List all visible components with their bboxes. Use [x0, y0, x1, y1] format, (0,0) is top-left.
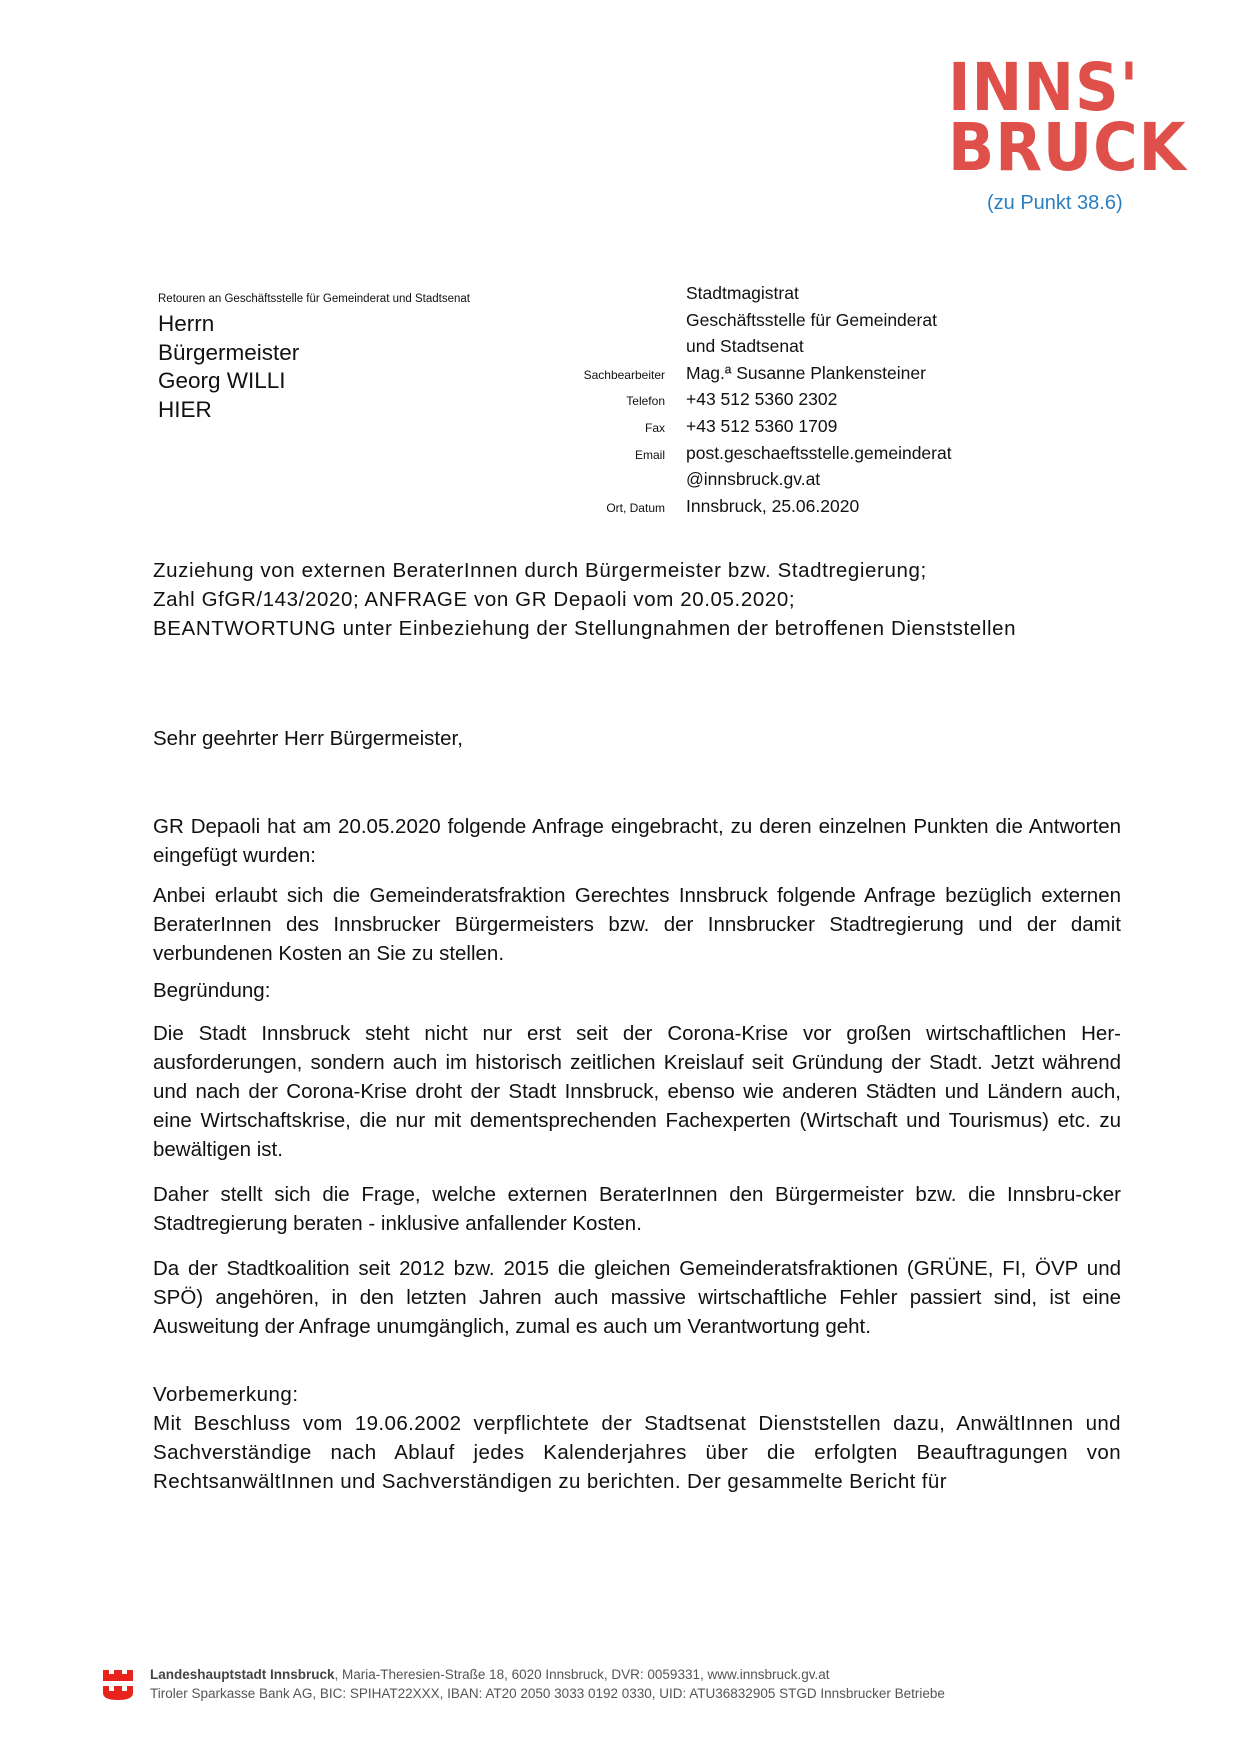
recipient-line: Georg WILLI: [158, 368, 286, 393]
sender-value: Stadtmagistrat: [686, 283, 799, 303]
fax-value: +43 512 5360 1709: [686, 415, 838, 436]
footer-line-1: [150, 1665, 945, 1684]
date-label: Ort, Datum: [606, 500, 665, 515]
logo-line-2: BRUCK: [948, 109, 1187, 186]
clerk-value: Mag.ª Susanne Plankensteiner: [686, 362, 926, 383]
email-value-domain[interactable]: @innsbruck.gv.at: [686, 469, 821, 490]
sender-value: und Stadtsenat: [686, 336, 804, 357]
justification-heading: Begründung:: [153, 979, 271, 1002]
query-paragraph: Anbei erlaubt sich die Gemeinderatsfraktion Gerechtes Innsbruck folgende Anfrage bezüglich externen BeraterInnen des Innsbrucker Bürgermeisters bzw. der Innsbrucker Stadtregierung und der damit verbundenen Kosten an Sie zu stellen.: [153, 884, 1121, 965]
phone-label: Telefon: [626, 394, 665, 409]
sender-row-fax: [540, 416, 1000, 443]
sender-row-clerk: [540, 363, 1000, 390]
sender-row-email: [540, 443, 1000, 470]
question-paragraph: Daher stellt sich die Frage, welche externen BeraterInnen den Bürgermeister bzw. die Innsbru-cker Stadtregierung beraten - inklusive anfallender Kosten.: [153, 1183, 1121, 1235]
footer-line-2: Tiroler Sparkasse Bank AG, BIC: SPIHAT22XXX, IBAN: AT20 2050 3033 0192 0330, UID: ATU36832905 STGD Innsbrucker Betriebe: [150, 1686, 945, 1701]
date-value: Innsbruck, 25.06.2020: [686, 495, 860, 516]
phone-value[interactable]: +43 512 5360 2302: [686, 389, 838, 410]
sender-row: [540, 283, 1000, 310]
sender-row: [540, 336, 1000, 363]
preliminary-remark-heading: Vorbemerkung:: [153, 1383, 299, 1406]
logo-line-1: INNS': [948, 49, 1140, 126]
sender-row-date: [540, 496, 1000, 523]
salutation: Sehr geehrter Herr Bürgermeister,: [153, 727, 463, 750]
subject-line: Zuziehung von externen BeraterInnen durch Bürgermeister bzw. Stadtregierung;: [153, 559, 927, 582]
clerk-label: Sachbearbeiter: [583, 367, 665, 382]
email-value[interactable]: post.geschaeftsstelle.gemeinderat: [686, 442, 952, 463]
subject-line: BEANTWORTUNG unter Einbeziehung der Stellungnahmen der betroffenen Dienststellen: [153, 617, 1017, 640]
email-label: Email: [634, 447, 665, 462]
justification-paragraph: Die Stadt Innsbruck steht nicht nur erst seit der Corona-Krise vor großen wirtschaftlichen Her-ausforderungen, sondern auch im historisch zeitlichen Kreislauf seit Gründung der Stadt. Jetzt während und nach der Corona-Krise droht der Stadt Innsbruck, ebenso wie anderen Städten und Ländern auch, eine Wirtschaftskrise, die nur mit dementsprechenden Fachexperten (Wirtschaft und Tourismus) etc. zu bewältigen ist.: [153, 1022, 1121, 1161]
innsbruck-city-emblem-icon: [101, 1666, 135, 1702]
sender-row-email-cont: [540, 469, 1000, 496]
footer-text: [150, 1665, 945, 1703]
innsbruck-logo: [948, 49, 1187, 186]
recipient-block: [158, 310, 299, 424]
subject-block: [153, 556, 1016, 643]
agenda-reference: (zu Punkt 38.6): [987, 192, 1123, 214]
subject-line: Zahl GfGR/143/2020; ANFRAGE von GR Depaoli vom 20.05.2020;: [153, 588, 796, 611]
return-address-line: Retouren an Geschäftsstelle für Gemeinderat und Stadtsenat: [158, 293, 470, 305]
letter-footer: [101, 1665, 945, 1703]
fax-label: Fax: [644, 420, 665, 435]
footer-org-name: Landeshauptstadt Innsbruck: [150, 1667, 335, 1682]
intro-paragraph: GR Depaoli hat am 20.05.2020 folgende Anfrage eingebracht, zu deren einzelnen Punkten die Antworten eingefügt wurden:: [153, 815, 1121, 867]
preliminary-remark-text: Mit Beschluss vom 19.06.2002 verpflichtete der Stadtsenat Dienststellen dazu, AnwältInnen und Sachverständige nach Ablauf jedes Kalenderjahres über die erfolgten Beauftragungen von RechtsanwältInnen und Sachverständigen zu berichten. Der gesammelte Bericht für: [153, 1412, 1121, 1493]
sender-row-phone: [540, 389, 1000, 416]
sender-row: [540, 310, 1000, 337]
recipient-line: Bürgermeister: [158, 339, 300, 365]
sender-value: Geschäftsstelle für Gemeinderat: [686, 309, 937, 330]
recipient-line: HIER: [158, 396, 212, 422]
recipient-line: Herrn: [158, 311, 215, 336]
coalition-paragraph: Da der Stadtkoalition seit 2012 bzw. 2015 die gleichen Gemeinderatsfraktionen (GRÜNE, FI, ÖVP und SPÖ) angehören, in den letzten Jahren auch massive wirtschaftliche Fehler passiert sind, ist eine Ausweitung der Anfrage unumgänglich, zumal es auch um Verantwortung geht.: [153, 1257, 1121, 1338]
footer-address: , Maria-Theresien-Straße 18, 6020 Innsbruck, DVR: 0059331, www.innsbruck.gv.at: [334, 1667, 830, 1682]
sender-info-block: [540, 283, 1000, 522]
